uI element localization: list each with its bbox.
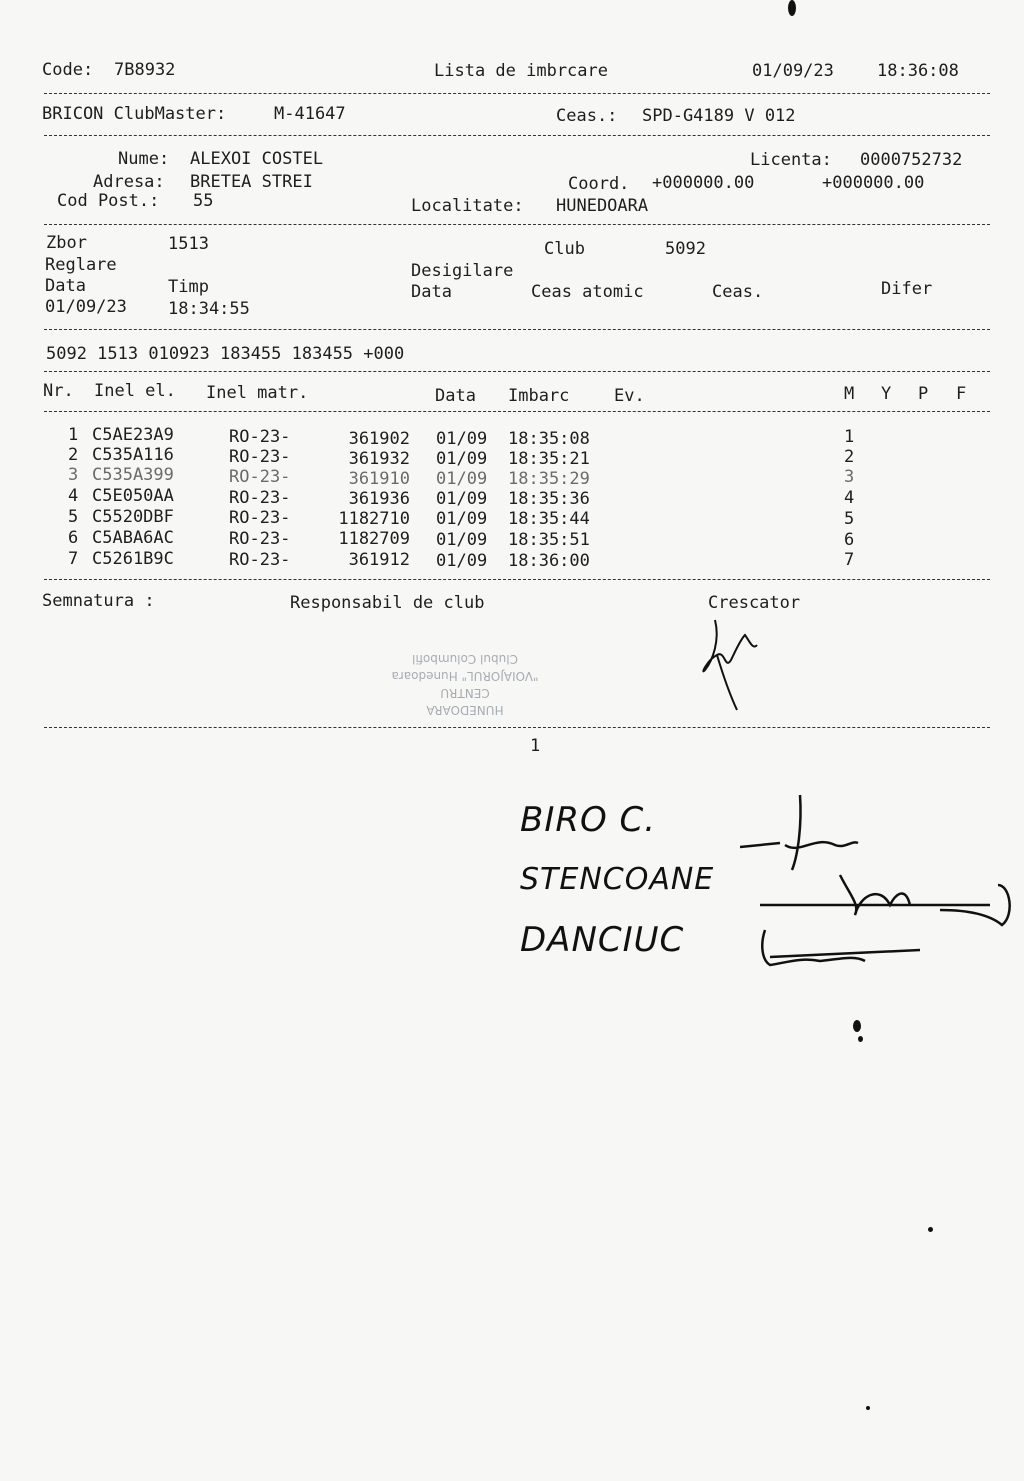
ink-speck (853, 1020, 861, 1032)
table-row (0, 507, 1024, 527)
cell-prefix: RO-23- (229, 529, 291, 549)
cell-prefix: RO-23- (229, 488, 291, 508)
table-row (0, 549, 1024, 569)
table-row (0, 486, 1024, 509)
postal-code-label: Cod Post.: (57, 191, 160, 211)
cell-matr: 361902 (348, 429, 410, 449)
flight-value: 1513 (168, 234, 209, 254)
signature-label: Semnatura : (42, 591, 155, 611)
divider (44, 224, 990, 225)
divider (44, 579, 990, 580)
page-number: 1 (530, 736, 541, 756)
cell-matr: 1182709 (338, 529, 410, 549)
cell-inel-el: C5261B9C (92, 549, 174, 569)
cell-imbarc: 18:35:44 (508, 509, 590, 529)
club-responsible-label: Responsabil de club (290, 593, 485, 613)
postal-code-value: 55 (193, 191, 214, 211)
handwritten-name: DANCIUC (520, 920, 685, 960)
table-row (0, 445, 1024, 469)
cell-nr: 7 (68, 549, 79, 569)
cell-imbarc: 18:35:51 (508, 530, 590, 550)
cell-m: 1 (844, 427, 855, 447)
club-label: Club (544, 239, 585, 259)
code-value: 7B8932 (114, 60, 176, 80)
cell-nr: 4 (68, 486, 79, 506)
cell-m: 7 (844, 550, 855, 570)
stamp-line: HUNEDOARA (426, 703, 504, 717)
coord-y: +000000.00 (822, 173, 925, 193)
address-label: Adresa: (93, 172, 165, 192)
club-value: 5092 (665, 239, 706, 259)
setting-date-label: Data (45, 276, 86, 296)
unsealing-label: Desigilare (411, 261, 514, 281)
document-title: Lista de imbrcare (434, 61, 608, 81)
col-header-inel-el: Inel el. (94, 381, 176, 401)
cell-inel-el: C5AE23A9 (92, 425, 174, 445)
cell-prefix: RO-23- (229, 508, 291, 528)
setting-label: Reglare (45, 255, 117, 275)
cell-m: 5 (844, 509, 855, 529)
cell-nr: 5 (68, 507, 79, 527)
cell-nr: 2 (68, 445, 79, 465)
cell-data: 01/09 (436, 509, 488, 529)
cell-inel-el: C535A399 (92, 465, 174, 485)
club-stamp (360, 628, 570, 718)
cell-imbarc: 18:36:00 (508, 551, 590, 571)
cell-prefix: RO-23- (229, 550, 291, 570)
ink-speck (858, 1036, 863, 1042)
cell-data: 01/09 (436, 530, 488, 550)
col-header-f: F (956, 384, 967, 404)
flight-label: Zbor (46, 233, 87, 253)
cell-prefix: RO-23- (229, 467, 291, 487)
cell-imbarc: 18:35:21 (508, 449, 590, 469)
cell-m: 6 (844, 530, 855, 550)
license-label: Licenta: (750, 150, 832, 170)
col-header-inel-matr: Inel matr. (206, 383, 309, 403)
handwritten-signatures (740, 785, 1024, 985)
unsealing-date-label: Data (411, 282, 452, 302)
coord-label: Coord. (568, 174, 630, 194)
cell-prefix: RO-23- (229, 447, 291, 467)
table-row (0, 425, 1024, 449)
breeder-label: Crescator (708, 593, 801, 613)
divider (44, 329, 990, 330)
locality-label: Localitate: (411, 196, 524, 216)
cell-data: 01/09 (436, 429, 488, 449)
cell-nr: 3 (68, 465, 79, 485)
difference-label: Difer (881, 279, 933, 299)
handwritten-name: BIRO C. (520, 800, 657, 840)
clock-value: SPD-G4189 V 012 (642, 106, 796, 126)
cell-data: 01/09 (436, 489, 488, 509)
ink-speck (788, 0, 796, 16)
cell-nr: 6 (68, 528, 79, 548)
clock-column-label: Ceas. (712, 282, 764, 302)
atomic-clock-label: Ceas atomic (531, 282, 644, 302)
cell-imbarc: 18:35:29 (508, 469, 590, 489)
stamp-line: "VOIAJORUL" Hunedoara (391, 669, 539, 683)
col-header-imbarc: Imbarc (508, 386, 570, 406)
cell-prefix: RO-23- (229, 427, 291, 447)
stamp-line: CENTRU (440, 686, 490, 700)
cell-m: 3 (844, 467, 855, 487)
name-label: Nume: (118, 149, 170, 169)
cell-m: 4 (844, 488, 855, 508)
col-header-m: M (844, 384, 855, 404)
clock-label: Ceas.: (556, 106, 618, 126)
license-value: 0000752732 (860, 150, 963, 170)
col-header-nr: Nr. (43, 381, 74, 401)
clubmaster-value: M-41647 (274, 104, 346, 124)
setting-time-value: 18:34:55 (168, 299, 250, 319)
header-time: 18:36:08 (877, 61, 959, 81)
cell-data: 01/09 (436, 551, 488, 571)
name-value: ALEXOI COSTEL (190, 149, 324, 169)
cell-inel-el: C5E050AA (92, 486, 174, 506)
ink-speck (928, 1227, 933, 1232)
locality-value: HUNEDOARA (556, 196, 649, 216)
clubmaster-label: BRICON ClubMaster: (42, 104, 227, 124)
header-date: 01/09/23 (752, 61, 834, 81)
cell-matr: 361932 (348, 449, 410, 469)
cell-matr: 1182710 (338, 509, 410, 529)
divider (44, 93, 990, 94)
cell-m: 2 (844, 447, 855, 467)
cell-imbarc: 18:35:36 (508, 489, 590, 509)
coord-x: +000000.00 (652, 173, 755, 193)
setting-date-value: 01/09/23 (45, 297, 127, 317)
col-header-ev: Ev. (614, 386, 645, 406)
summary-line: 5092 1513 010923 183455 183455 +000 (46, 344, 405, 364)
divider (44, 371, 990, 372)
col-header-p: P (918, 384, 929, 404)
cell-data: 01/09 (436, 469, 488, 489)
address-value: BRETEA STREI (190, 172, 313, 192)
cell-data: 01/09 (436, 449, 488, 469)
cell-matr: 361936 (348, 489, 410, 509)
code-label: Code: (42, 60, 94, 80)
cell-matr: 361912 (348, 550, 410, 570)
table-row (0, 528, 1024, 548)
col-header-y: Y (881, 384, 892, 404)
divider (44, 411, 990, 412)
breeder-signature (695, 600, 775, 715)
col-header-data: Data (435, 386, 476, 406)
cell-inel-el: C535A116 (92, 445, 174, 465)
cell-inel-el: C5ABA6AC (92, 528, 174, 548)
stamp-line: Clubul Columbofil (412, 652, 518, 666)
cell-matr: 361910 (348, 469, 410, 489)
cell-imbarc: 18:35:08 (508, 429, 590, 449)
table-row (0, 465, 1024, 489)
setting-time-label: Timp (168, 277, 209, 297)
ink-speck (866, 1406, 870, 1410)
cell-inel-el: C5520DBF (92, 507, 174, 527)
cell-nr: 1 (68, 425, 79, 445)
divider (44, 727, 990, 728)
divider (44, 135, 990, 136)
handwritten-name: STENCOANE (520, 862, 715, 897)
